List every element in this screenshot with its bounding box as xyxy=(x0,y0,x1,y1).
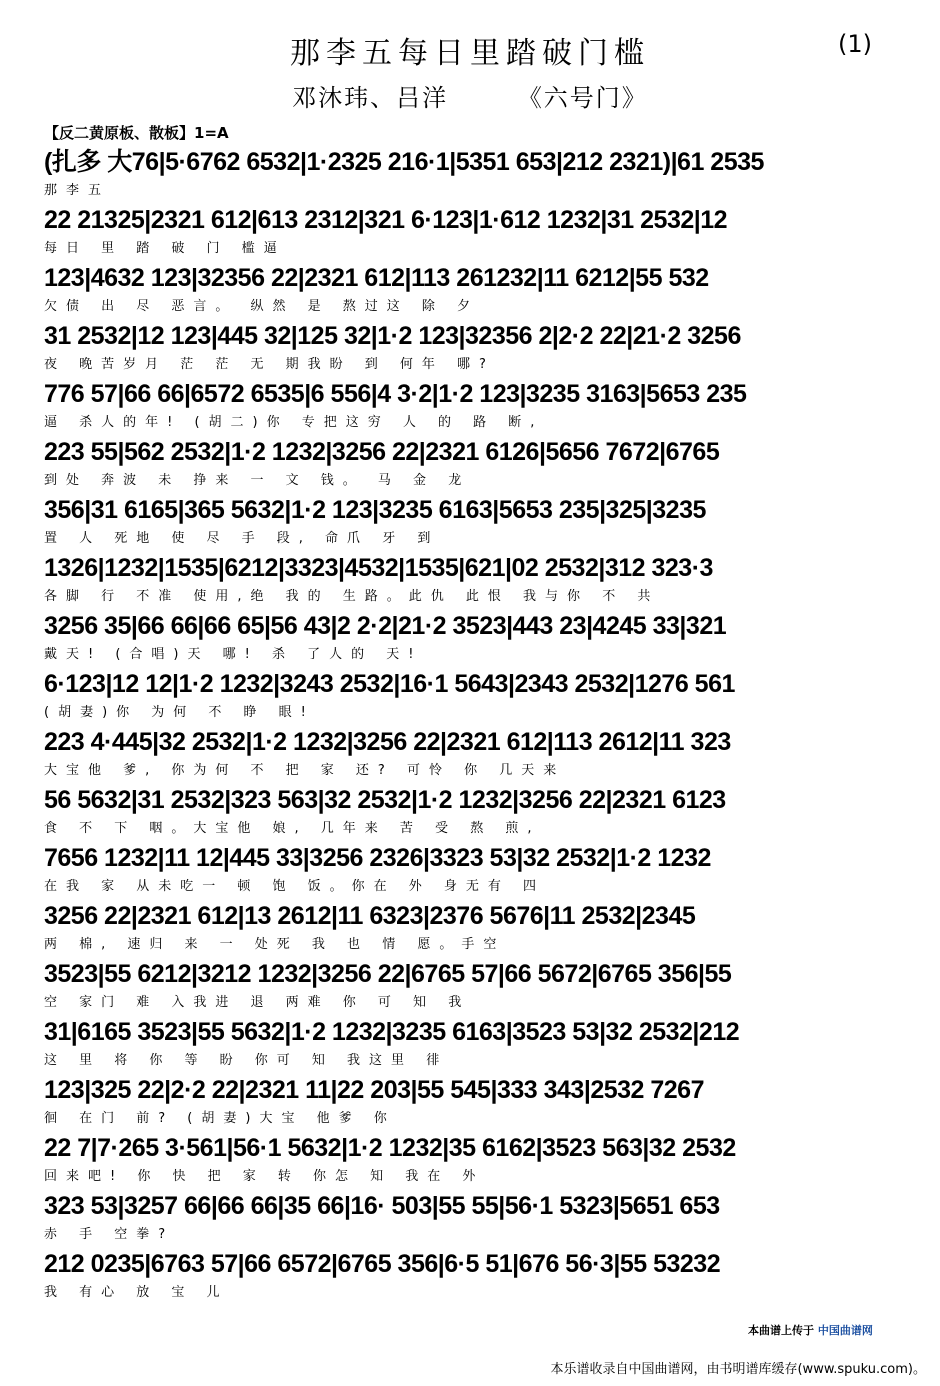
row-notes: 356|31 6165|365 5632|1·2 123|3235 6163|5653 235|325|3235 xyxy=(44,496,706,524)
source-note: 本乐谱收录自中国曲谱网，由书明谱库缓存(www.spuku.com)。 xyxy=(550,1362,926,1377)
notation-row xyxy=(44,1070,894,1128)
notation-row xyxy=(44,896,894,954)
row-lyrics: 食 不 下 咽。大宝他 娘, 几年来 苦 受 熬 煎, xyxy=(44,821,541,836)
row-lyrics: (胡妻)你 为何 不 睁 眼! xyxy=(44,705,315,720)
row-notes: 6·123|12 12|1·2 1232|3243 2532|16·1 5643|2343 2532|1276 561 xyxy=(44,670,735,698)
row-notes: 31|6165 3523|55 5632|1·2 1232|3235 6163|3523 53|32 2532|212 xyxy=(44,1018,740,1046)
play-name: 《六号门》 xyxy=(517,84,648,112)
row-lyrics: 在我 家 从未吃一 顿 饱 饭。你在 外 身无有 四 xyxy=(44,879,546,894)
row-notes: 3256 35|66 66|66 65|56 43|2 2·2|21·2 3523|443 23|4245 33|321 xyxy=(44,612,727,640)
row-lyrics: 回来吧! 你 快 把 家 转 你怎 知 我在 外 xyxy=(44,1169,485,1184)
notation-row xyxy=(44,722,894,780)
notation-staff xyxy=(44,142,894,1302)
row-lyrics: 这 里 将 你 等 盼 你可 知 我这里 徘 xyxy=(44,1053,449,1068)
row-lyrics: 夜 晚苦岁月 茫 茫 无 期我盼 到 何年 哪? xyxy=(44,357,495,372)
row-notes: 776 57|66 66|6572 6535|6 556|4 3·2|1·2 123|3235 3163|5653 235 xyxy=(44,380,747,408)
row-lyrics: 每日 里 踏 破 门 槛逼 xyxy=(44,241,286,256)
upload-note xyxy=(748,1322,873,1338)
row-lyrics: 徊 在门 前? (胡妻)大宝 他爹 你 xyxy=(44,1111,396,1126)
notation-row xyxy=(44,1244,894,1302)
notation-row xyxy=(44,316,894,374)
row-lyrics: 我 有心 放 宝 儿 xyxy=(44,1285,229,1300)
upload-note-text: 本曲谱上传于 xyxy=(748,1324,814,1337)
row-notes: 7656 1232|11 12|445 33|3256 2326|3323 53|32 2532|1·2 1232 xyxy=(44,844,711,872)
row-lyrics: 那李五 xyxy=(44,183,111,198)
row-lyrics: 大宝他 爹, 你为何 不 把 家 还? 可怜 你 几天来 xyxy=(44,763,566,778)
row-notes: 223 55|562 2532|1·2 1232|3256 22|2321 6126|5656 7672|6765 xyxy=(44,438,720,466)
row-lyrics: 赤 手 空拳? xyxy=(44,1227,175,1242)
row-lyrics: 置 人 死地 使 尽 手 段, 命爪 牙 到 xyxy=(44,531,440,546)
notation-row xyxy=(44,780,894,838)
notation-row xyxy=(44,1012,894,1070)
site-logo: 中国曲谱网 xyxy=(817,1324,873,1337)
performers: 邓沐玮、吕洋 xyxy=(292,84,449,112)
notation-row xyxy=(44,954,894,1012)
subtitle xyxy=(0,78,940,113)
row-lyrics: 两 棉, 速归 来 一 处死 我 也 情 愿。手空 xyxy=(44,937,506,952)
row-lyrics: 空 家门 难 入我进 退 两难 你 可 知 我 xyxy=(44,995,471,1010)
row-lyrics: 各脚 行 不准 使用,绝 我的 生路。此仇 此恨 我与你 不 共 xyxy=(44,589,660,604)
notation-row xyxy=(44,1186,894,1244)
row-notes: 31 2532|12 123|445 32|125 32|1·2 123|32356 2|2·2 22|21·2 3256 xyxy=(44,322,741,350)
score-title: 那李五每日里踏破门槛 xyxy=(290,36,650,71)
tempo-key-marking: 【反二黄原板、散板】1=A xyxy=(44,124,229,142)
row-notes: 223 4·445|32 2532|1·2 1232|3256 22|2321 612|113 2612|11 323 xyxy=(44,728,731,756)
notation-row xyxy=(44,200,894,258)
row-notes: 1326|1232|1535|6212|3323|4532|1535|621|02 2532|312 323·3 xyxy=(44,554,713,582)
notation-row xyxy=(44,432,894,490)
notation-row xyxy=(44,838,894,896)
notation-row xyxy=(44,1128,894,1186)
row-notes: 22 7|7·265 3·561|56·1 5632|1·2 1232|35 6162|3523 563|32 2532 xyxy=(44,1134,736,1162)
row-notes: 56 5632|31 2532|323 563|32 2532|1·2 1232|3256 22|2321 6123 xyxy=(44,786,726,814)
row-notes: 123|325 22|2·2 22|2321 11|22 203|55 545|333 343|2532 7267 xyxy=(44,1076,704,1104)
row-notes: 3256 22|2321 612|13 2612|11 6323|2376 5676|11 2532|2345 xyxy=(44,902,696,930)
page-number: (1) xyxy=(838,30,872,58)
notation-row xyxy=(44,490,894,548)
row-notes: 212 0235|6763 57|66 6572|6765 356|6·5 51|676 56·3|55 53232 xyxy=(44,1250,721,1278)
row-notes: (扎多 大76|5·6762 6532|1·2325 216·1|5351 653|212 2321)|61 2535 xyxy=(44,148,764,176)
row-lyrics: 到处 奔波 未 挣来 一 文 钱。 马 金 龙 xyxy=(44,473,471,488)
row-notes: 323 53|3257 66|66 66|35 66|16· 503|55 55|56·1 5323|5651 653 xyxy=(44,1192,720,1220)
notation-row xyxy=(44,606,894,664)
notation-row xyxy=(44,548,894,606)
notation-row xyxy=(44,664,894,722)
row-notes: 22 21325|2321 612|613 2312|321 6·123|1·612 1232|31 2532|12 xyxy=(44,206,728,234)
row-lyrics: 戴天! (合唱)天 哪! 杀 了人的 天! xyxy=(44,647,423,662)
notation-row xyxy=(44,142,894,200)
row-lyrics: 逼 杀人的年! (胡二)你 专把这穷 人 的 路 断, xyxy=(44,415,544,430)
row-notes: 3523|55 6212|3212 1232|3256 22|6765 57|66 5672|6765 356|55 xyxy=(44,960,732,988)
row-lyrics: 欠债 出 尽 恶言。 纵然 是 熬过这 除 夕 xyxy=(44,299,480,314)
notation-row xyxy=(44,258,894,316)
row-notes: 123|4632 123|32356 22|2321 612|113 261232|11 6212|55 532 xyxy=(44,264,709,292)
notation-row xyxy=(44,374,894,432)
